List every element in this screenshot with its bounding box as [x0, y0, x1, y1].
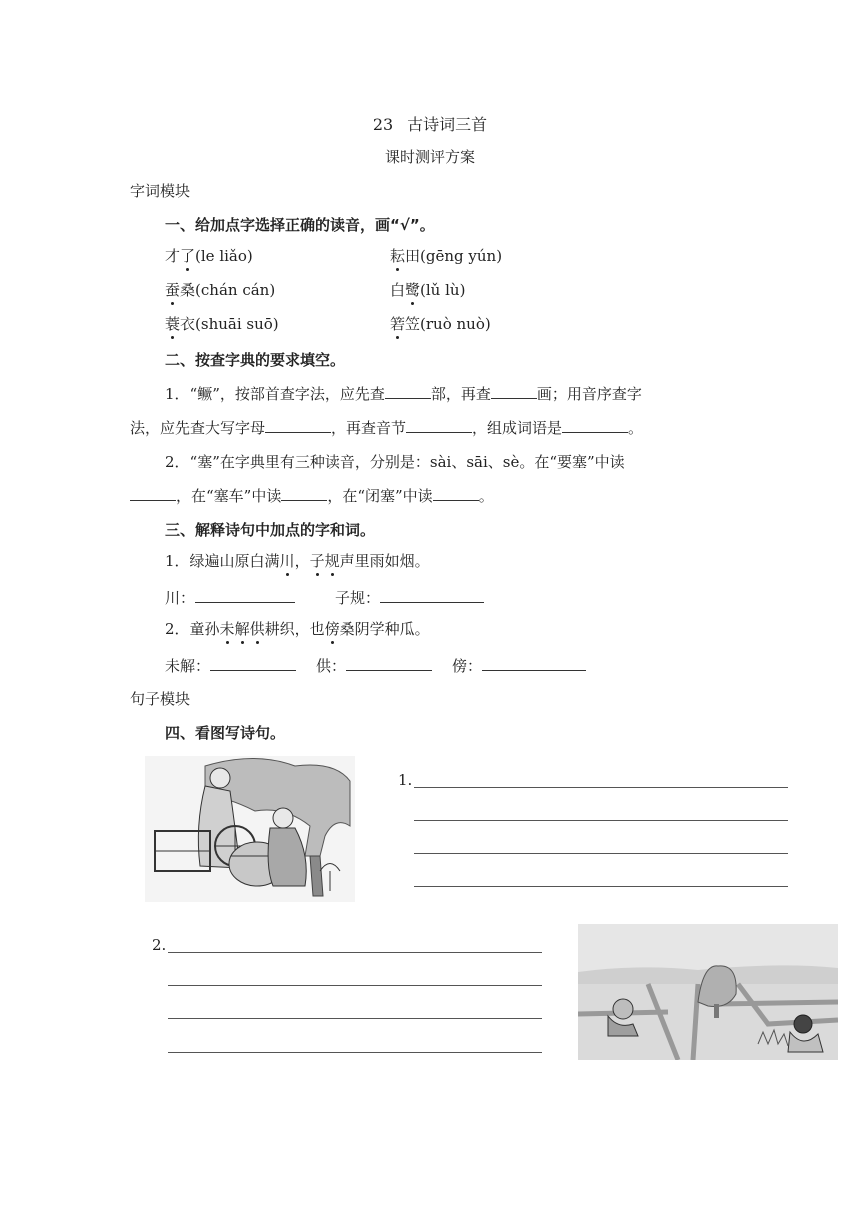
pinyin-item-1: 才了(le liǎo) — [165, 247, 253, 265]
q2-1-line-a: 1．“鳜”，按部首查字法，应先查 部，再查 画；用音序查字 — [165, 385, 642, 403]
poem-line-2: 2．童孙未解供耕织，也傍桑阴学种瓜。 — [165, 620, 430, 638]
write-line[interactable] — [414, 820, 788, 821]
q2-1-line-b: 法，应先查大写字母 ，再查音节 ，组成词语是 。 — [130, 419, 644, 437]
write-line[interactable] — [168, 985, 542, 986]
section-2-heading: 二、按查字典的要求填空。 — [165, 351, 346, 369]
lesson-number: 23 — [372, 115, 394, 134]
pinyin-item-4: 白鹭(lǔ lù) — [390, 281, 466, 299]
module-words-heading: 字词模块 — [130, 182, 191, 200]
answer-blank[interactable] — [562, 418, 628, 433]
pinyin-item-3: 蚕桑(chán cán) — [165, 281, 276, 299]
module-sentences-heading: 句子模块 — [130, 690, 191, 708]
answer-blank[interactable] — [406, 418, 472, 433]
answer-blank[interactable] — [380, 588, 484, 603]
write-line[interactable] — [168, 1052, 542, 1053]
answer-blank[interactable] — [433, 486, 479, 501]
pinyin-item-2: 耘田(gēng yún) — [390, 247, 503, 265]
q2-2-line-b: ，在“塞车”中读 ，在“闭塞”中读 。 — [130, 485, 494, 506]
write-item-1-number: 1. — [398, 771, 413, 789]
pinyin-item-6: 箬笠(ruò nuò) — [390, 315, 491, 333]
poem-line-1: 1．绿遍山原白满川，子规声里雨如烟。 — [165, 552, 430, 570]
field-illustration — [578, 924, 838, 1060]
answer-blank[interactable] — [210, 656, 296, 671]
pinyin-item-5: 蓑衣(shuāi suō) — [165, 315, 279, 333]
q2-2-line-a: 2．“塞”在字典里有三种读音，分别是：sài、sāi、sè。在“要塞”中读 — [165, 453, 625, 471]
subtitle: 课时测评方案 — [384, 148, 475, 166]
answer-blank[interactable] — [265, 418, 331, 433]
section-1-heading: 一、给加点字选择正确的读音，画“√”。 — [165, 216, 435, 234]
answer-blank[interactable] — [346, 656, 432, 671]
lesson-title-text: 古诗词三首 — [407, 115, 488, 134]
write-line[interactable] — [414, 787, 788, 788]
answer-blank[interactable] — [385, 384, 431, 399]
write-line[interactable] — [414, 886, 788, 887]
write-item-2-number: 2. — [152, 936, 167, 954]
answer-line-1: 川： 子规： — [165, 587, 484, 608]
section-4-heading: 四、看图写诗句。 — [165, 724, 286, 742]
answer-blank[interactable] — [195, 588, 295, 603]
write-line[interactable] — [168, 952, 542, 953]
answer-blank[interactable] — [130, 486, 176, 501]
answer-line-2: 未解： 供： 傍： — [165, 655, 586, 676]
write-line[interactable] — [168, 1018, 542, 1019]
lesson-title — [0, 112, 860, 135]
answer-blank[interactable] — [491, 384, 537, 399]
section-3-heading: 三、解释诗句中加点的字和词。 — [165, 521, 376, 539]
answer-blank[interactable] — [482, 656, 586, 671]
answer-blank[interactable] — [281, 486, 327, 501]
weaving-illustration — [145, 756, 355, 902]
write-line[interactable] — [414, 853, 788, 854]
